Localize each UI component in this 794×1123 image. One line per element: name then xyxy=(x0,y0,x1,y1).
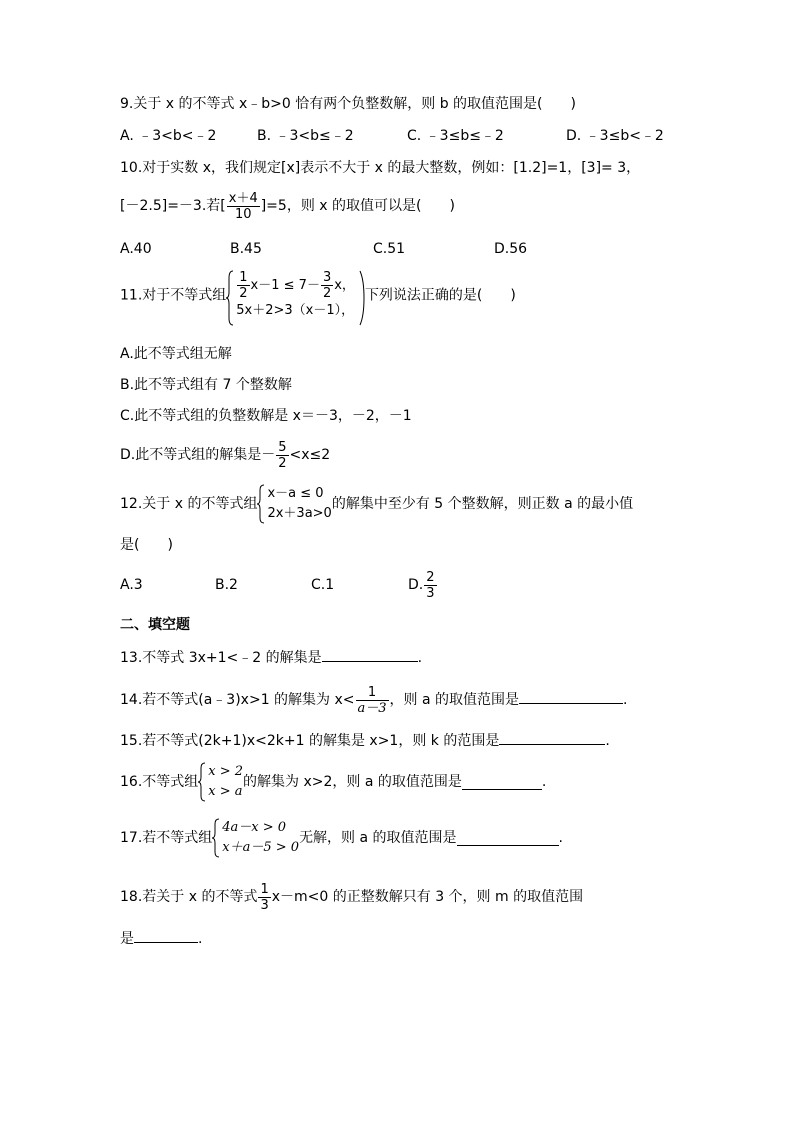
q13-answer-blank[interactable] xyxy=(322,647,418,662)
left-brace-icon xyxy=(226,270,234,326)
q12-option-d xyxy=(408,566,438,604)
q17-end: . xyxy=(558,830,563,846)
q10-fraction xyxy=(227,191,260,222)
q11-system xyxy=(226,270,365,321)
q9-option-d: D. ﹣3≤b<﹣2 xyxy=(566,128,664,144)
q14-frac-num: 1 xyxy=(356,685,389,701)
q12-line1 xyxy=(120,484,633,524)
q17-answer-blank[interactable] xyxy=(457,831,559,846)
q10-post: ]=5，则 x 的取值可以是( ) xyxy=(260,198,455,214)
q9-option-c: C. ﹣3≤b≤﹣2 xyxy=(407,128,504,144)
q13-post: . xyxy=(417,650,423,666)
q11-d-frac-den: 2 xyxy=(278,455,287,471)
q15-post: . xyxy=(605,733,610,749)
q14-answer-blank[interactable] xyxy=(519,689,623,704)
q15-line xyxy=(120,730,610,751)
q10-pre: [－2.5]=－3.若[ xyxy=(120,198,226,214)
q15-pre: 15.若不等式(2k+1)x<2k+1 的解集是 x>1，则 k 的范围是 xyxy=(120,733,500,749)
q10-option-a: A.40 xyxy=(120,241,152,257)
q12-option-c: C.1 xyxy=(311,577,335,593)
q14-frac-den: a－3 xyxy=(357,700,387,716)
left-brace-icon xyxy=(198,762,206,802)
q11-r1-end: x， xyxy=(334,278,355,293)
q12-d-frac-num: 2 xyxy=(426,569,435,585)
q10-frac-num: x＋4 xyxy=(228,190,258,206)
left-brace-icon xyxy=(257,484,265,524)
q11-r1-frac2-den: 2 xyxy=(322,286,332,301)
q11-d-pre: D.此不等式组的解集是－ xyxy=(120,447,276,463)
q11-d-frac-num: 5 xyxy=(278,439,287,455)
q18-end: . xyxy=(198,931,203,947)
q12-r2: 2x＋3a>0 xyxy=(267,506,332,521)
q17-system xyxy=(212,818,299,858)
q11-option-c: C.此不等式组的负整数解是 x＝－3，－2，－1 xyxy=(120,408,412,424)
q10-option-b: B.45 xyxy=(230,241,262,257)
q9-option-b: B. ﹣3<b≤﹣2 xyxy=(257,128,354,144)
q18-line2 xyxy=(120,928,202,949)
q10-option-c: C.51 xyxy=(373,241,406,257)
q18-line1 xyxy=(120,878,583,916)
q16-r1: x > 2 xyxy=(208,764,244,779)
q9-stem: 9.关于 x 的不等式 x﹣b>0 恰有两个负整数解，则 b 的取值范围是( ) xyxy=(120,96,576,112)
q12-line2: 是( ) xyxy=(120,537,173,553)
q15-answer-blank[interactable] xyxy=(499,730,605,745)
q12-d-pre: D. xyxy=(408,577,424,593)
q14-post: ，则 a 的取值范围是 xyxy=(389,692,520,708)
q14-pre: 14.若不等式(a﹣3)x>1 的解集为 x< xyxy=(120,692,355,708)
q14-line xyxy=(120,680,627,720)
q11-r2: 5x＋2>3（x－1）， xyxy=(236,303,355,318)
q12-r1: x－a ≤ 0 xyxy=(267,486,324,501)
q11-r1-frac2-num: 3 xyxy=(322,270,332,285)
q18-line2-text: 是 xyxy=(120,931,134,947)
q12-post: 的解集中至少有 5 个整数解，则正数 a 的最小值 xyxy=(331,496,634,512)
q11-d-frac xyxy=(276,440,288,471)
q17-r2: x＋a－5 > 0 xyxy=(222,840,300,855)
q18-frac-den: 3 xyxy=(260,897,269,913)
q12-d-frac xyxy=(424,570,436,601)
q16-line xyxy=(120,762,546,802)
q18-frac-num: 1 xyxy=(260,881,269,897)
q14-frac xyxy=(356,685,389,716)
q10-frac-den: 10 xyxy=(234,206,252,222)
q17-post: 无解，则 a 的取值范围是 xyxy=(299,830,457,846)
section-heading: 二、填空题 xyxy=(120,617,190,633)
q18-answer-blank[interactable] xyxy=(134,928,198,943)
q11-r1-frac2 xyxy=(321,270,333,301)
q10-line1: 10.对于实数 x，我们规定[x]表示不大于 x 的最大整数，例如：[1.2]=1，[3]= 3， xyxy=(120,160,641,176)
q18-frac xyxy=(258,882,270,913)
left-brace-icon xyxy=(212,818,220,858)
q16-post: 的解集为 x>2，则 a 的取值范围是 xyxy=(243,774,462,790)
q10-option-d: D.56 xyxy=(494,241,528,257)
right-paren-icon xyxy=(359,270,365,326)
q16-answer-blank[interactable] xyxy=(462,775,542,790)
q9-option-a: A. ﹣3<b<﹣2 xyxy=(120,128,217,144)
q10-line2 xyxy=(120,190,455,222)
q12-d-frac-den: 3 xyxy=(426,585,435,601)
q16-pre: 16.不等式组 xyxy=(120,774,199,790)
q11-d-post: <x≤2 xyxy=(289,447,331,463)
q13-line xyxy=(120,647,422,668)
q12-option-a: A.3 xyxy=(120,577,143,593)
q11-option-d xyxy=(120,438,330,472)
q16-end: . xyxy=(541,774,547,790)
q11-line xyxy=(120,270,516,321)
q16-r2: x > a xyxy=(208,784,243,799)
q11-r1-frac-num: 1 xyxy=(239,270,248,285)
q17-line xyxy=(120,818,563,858)
q12-system xyxy=(257,484,331,524)
q17-pre: 17.若不等式组 xyxy=(120,830,213,846)
q17-r1: 4a－x > 0 xyxy=(222,820,287,835)
q11-post: 下列说法正确的是( ) xyxy=(364,287,516,304)
q16-system xyxy=(198,762,243,802)
q11-r1-frac xyxy=(237,270,249,301)
q11-r1-mid: x－1 ≤ 7－ xyxy=(250,278,320,293)
q13-pre: 13.不等式 3x+1<﹣2 的解集是 xyxy=(120,650,322,666)
q11-r1-frac-den: 2 xyxy=(239,286,248,301)
q11-option-b: B.此不等式组有 7 个整数解 xyxy=(120,377,292,393)
q18-pre: 18.若关于 x 的不等式 xyxy=(120,889,258,905)
q18-post: x－m<0 的正整数解只有 3 个，则 m 的取值范围 xyxy=(271,889,584,905)
q11-option-a: A.此不等式组无解 xyxy=(120,346,232,362)
q12-pre: 12.关于 x 的不等式组 xyxy=(120,496,258,512)
q12-option-b: B.2 xyxy=(215,577,238,593)
q14-end: . xyxy=(623,692,628,708)
q11-pre: 11.对于不等式组 xyxy=(120,287,227,304)
